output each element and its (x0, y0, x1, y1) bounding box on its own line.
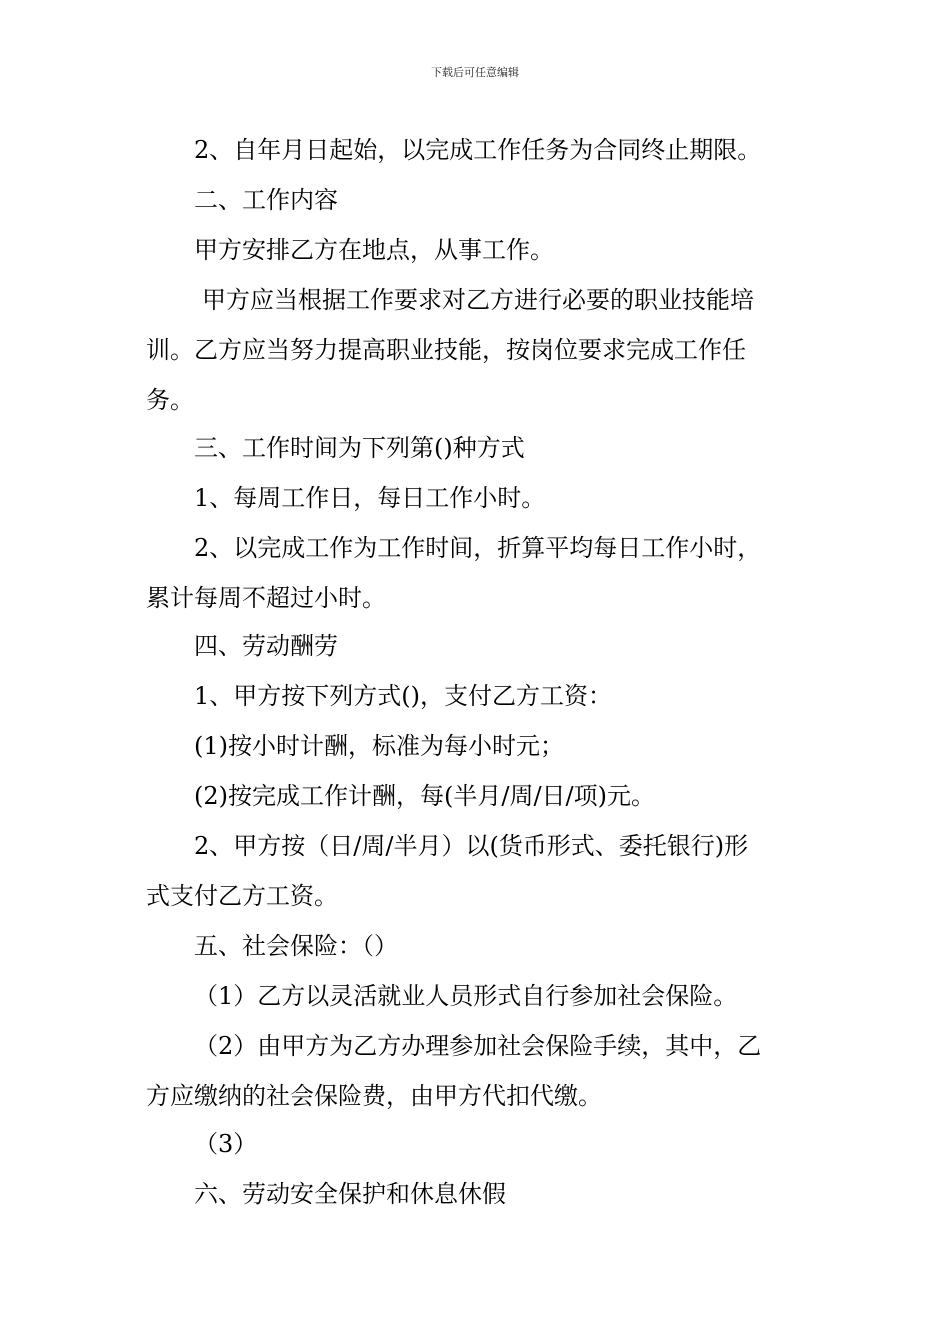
section-heading: 三、工作时间为下列第()种方式 (194, 434, 525, 462)
section-heading: 四、劳动酬劳 (194, 632, 338, 660)
section-heading: 六、劳动安全保护和休息休假 (194, 1180, 506, 1208)
paragraph-line: (1)按小时计酬，标准为每小时元； (194, 732, 564, 760)
paragraph-line: 1、每周工作日，每日工作小时。 (194, 484, 546, 512)
paragraph-line: 训。乙方应当努力提高职业技能，按岗位要求完成工作任 (146, 336, 746, 364)
paragraph-line: （1）乙方以灵活就业人员形式自行参加社会保险。 (194, 982, 738, 1010)
paragraph-line: 甲方安排乙方在地点，从事工作。 (194, 236, 554, 264)
paragraph-line: 累计每周不超过小时。 (146, 584, 386, 612)
paragraph-line: (2)按完成工作计酬，每(半月/周/日/项)元。 (194, 782, 655, 810)
paragraph-line: 方应缴纳的社会保险费，由甲方代扣代缴。 (146, 1082, 602, 1110)
paragraph-line: 2、自年月日起始，以完成工作任务为合同终止期限。 (194, 136, 762, 164)
paragraph-line: （2）由甲方为乙方办理参加社会保险手续，其中，乙 (194, 1032, 762, 1060)
paragraph-line: 务。 (146, 386, 194, 414)
paragraph-line: 1、甲方按下列方式()，支付乙方工资： (194, 682, 612, 710)
paragraph-line: 2、甲方按（日/周/半月）以(货币形式、委托银行)形 (194, 832, 749, 860)
header-note: 下载后可任意编辑 (431, 66, 519, 79)
paragraph-line: 甲方应当根据工作要求对乙方进行必要的职业技能培 (202, 286, 754, 314)
paragraph-line: （3） (194, 1130, 258, 1158)
paragraph-line: 式支付乙方工资。 (146, 882, 338, 910)
paragraph-line: 2、以完成工作为工作时间，折算平均每日工作小时， (194, 534, 762, 562)
section-heading: 五、社会保险：（） (194, 932, 398, 960)
section-heading: 二、工作内容 (194, 186, 338, 214)
